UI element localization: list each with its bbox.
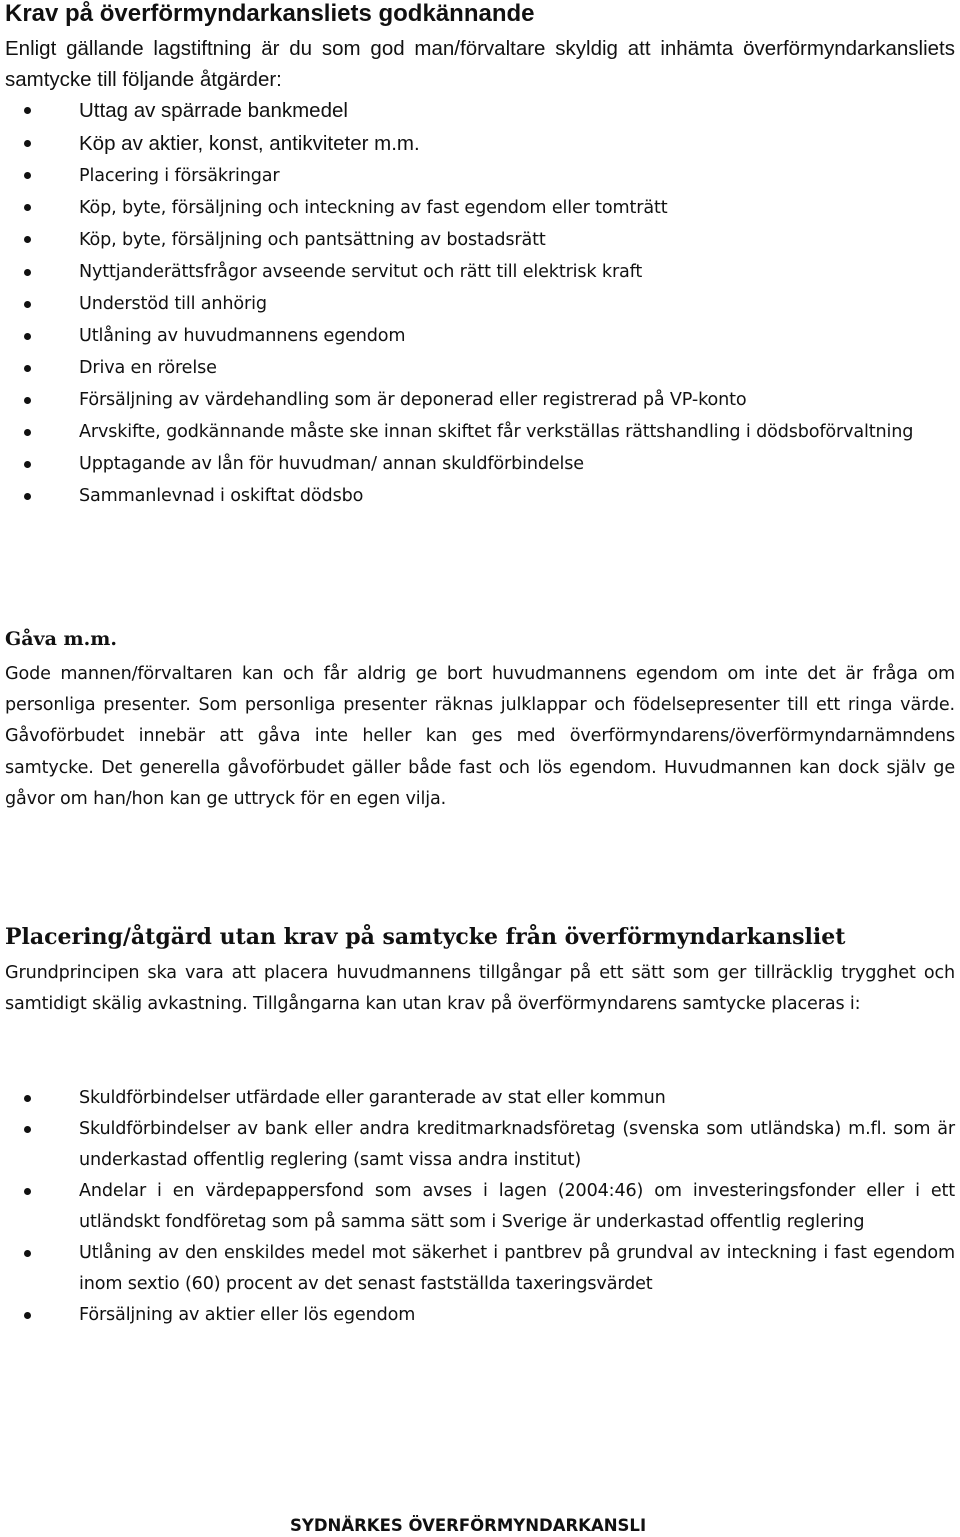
list-item: Skuldförbindelser av bank eller andra kreditmarknadsföretag (svenska som utländska) m.fl. som är underkastad offentlig reglering (samt vissa andra institut) [5, 1114, 955, 1176]
list-item: Nyttjanderättsfrågor avseende servitut och rätt till elektrisk kraft [5, 257, 955, 288]
list-item: Upptagande av lån för huvudman/ annan skuldförbindelse [5, 449, 955, 480]
section-title-gifts: Gåva m.m. [5, 628, 117, 650]
gifts-paragraph: Gode mannen/förvaltaren kan och får aldrig ge bort huvudmannens egendom om inte det är fråga om personliga presenter. Som personliga presenter räknas julklappar och födelsepresenter till ett ringa värde. Gåvoförbudet innebär att gåva inte heller kan ges med överförmyndarens/överförmyndarnämndens samtycke. Det generella gåvoförbudet gäller både fast och lös egendom. Huvudmannen kan dock själv ge gåvor om han/hon kan ge uttryck för en egen vilja. [5, 664, 955, 809]
bullet-icon [24, 1250, 31, 1257]
bullet-icon [24, 1095, 31, 1102]
approval-list-a [5, 95, 955, 160]
document-page [5, 0, 955, 1537]
bullet-icon [24, 1188, 31, 1195]
approval-list-c [5, 257, 955, 512]
placement-paragraph: Grundprincipen ska vara att placera huvudmannens tillgångar på ett sätt som ger tillräcklig trygghet och samtidigt skälig avkastning. Tillgångarna kan utan krav på överförmyndarens samtycke placeras i: [5, 963, 955, 1015]
bullet-icon [24, 1126, 31, 1133]
approval-list-b [5, 160, 955, 256]
list-item: Andelar i en värdepappersfond som avses i lagen (2004:46) om investeringsfonder eller i ett utländskt fondföretag som på samma sätt som i Sverige är underkastad offentlig reglering [5, 1176, 955, 1238]
bullet-icon [24, 269, 31, 276]
list-item: Driva en rörelse [5, 353, 955, 384]
section-title-approval-required: Krav på överförmyndarkansliets godkännande [5, 0, 535, 27]
bullet-icon [24, 204, 31, 211]
list-item: Köp av aktier, konst, antikviteter m.m. [5, 128, 955, 161]
list-item: Köp, byte, försäljning och inteckning av fast egendom eller tomträtt [5, 192, 955, 224]
list-item: Utlåning av den enskildes medel mot säkerhet i pantbrev på grundval av inteckning i fast egendom inom sextio (60) procent av det senast fastställda taxeringsvärdet [5, 1238, 955, 1300]
bullet-icon [24, 140, 31, 147]
list-item: Utlåning av huvudmannens egendom [5, 321, 955, 352]
bullet-icon [24, 333, 31, 340]
bullet-icon [24, 397, 31, 404]
bullet-icon [24, 172, 31, 179]
section-title-no-approval: Placering/åtgärd utan krav på samtycke från överförmyndarkansliet [5, 924, 846, 950]
bullet-icon [24, 493, 31, 500]
list-item: Placering i försäkringar [5, 160, 955, 192]
list-item: Försäljning av aktier eller lös egendom [5, 1300, 955, 1331]
list-item: Sammanlevnad i oskiftat dödsbo [5, 481, 955, 512]
placement-list [5, 1083, 955, 1331]
bullet-icon [24, 301, 31, 308]
list-item: Uttag av spärrade bankmedel [5, 95, 955, 128]
list-item: Arvskifte, godkännande måste ske innan skiftet får verkställas rättshandling i dödsboförvaltning [5, 417, 955, 448]
bullet-icon [24, 107, 31, 114]
bullet-icon [24, 365, 31, 372]
list-item: Försäljning av värdehandling som är deponerad eller registrerad på VP-konto [5, 385, 955, 416]
page-footer: SYDNÄRKES ÖVERFÖRMYNDARKANSLI [290, 1516, 647, 1535]
list-item: Köp, byte, försäljning och pantsättning av bostadsrätt [5, 224, 955, 256]
bullet-icon [24, 429, 31, 436]
list-item: Understöd till anhörig [5, 289, 955, 320]
bullet-icon [24, 461, 31, 468]
bullet-icon [24, 1312, 31, 1319]
bullet-icon [24, 236, 31, 243]
section-intro: Enligt gällande lagstiftning är du som god man/förvaltare skyldig att inhämta överförmyndarkansliets samtycke till följande åtgärder: [5, 37, 955, 91]
list-item: Skuldförbindelser utfärdade eller garanterade av stat eller kommun [5, 1083, 955, 1114]
